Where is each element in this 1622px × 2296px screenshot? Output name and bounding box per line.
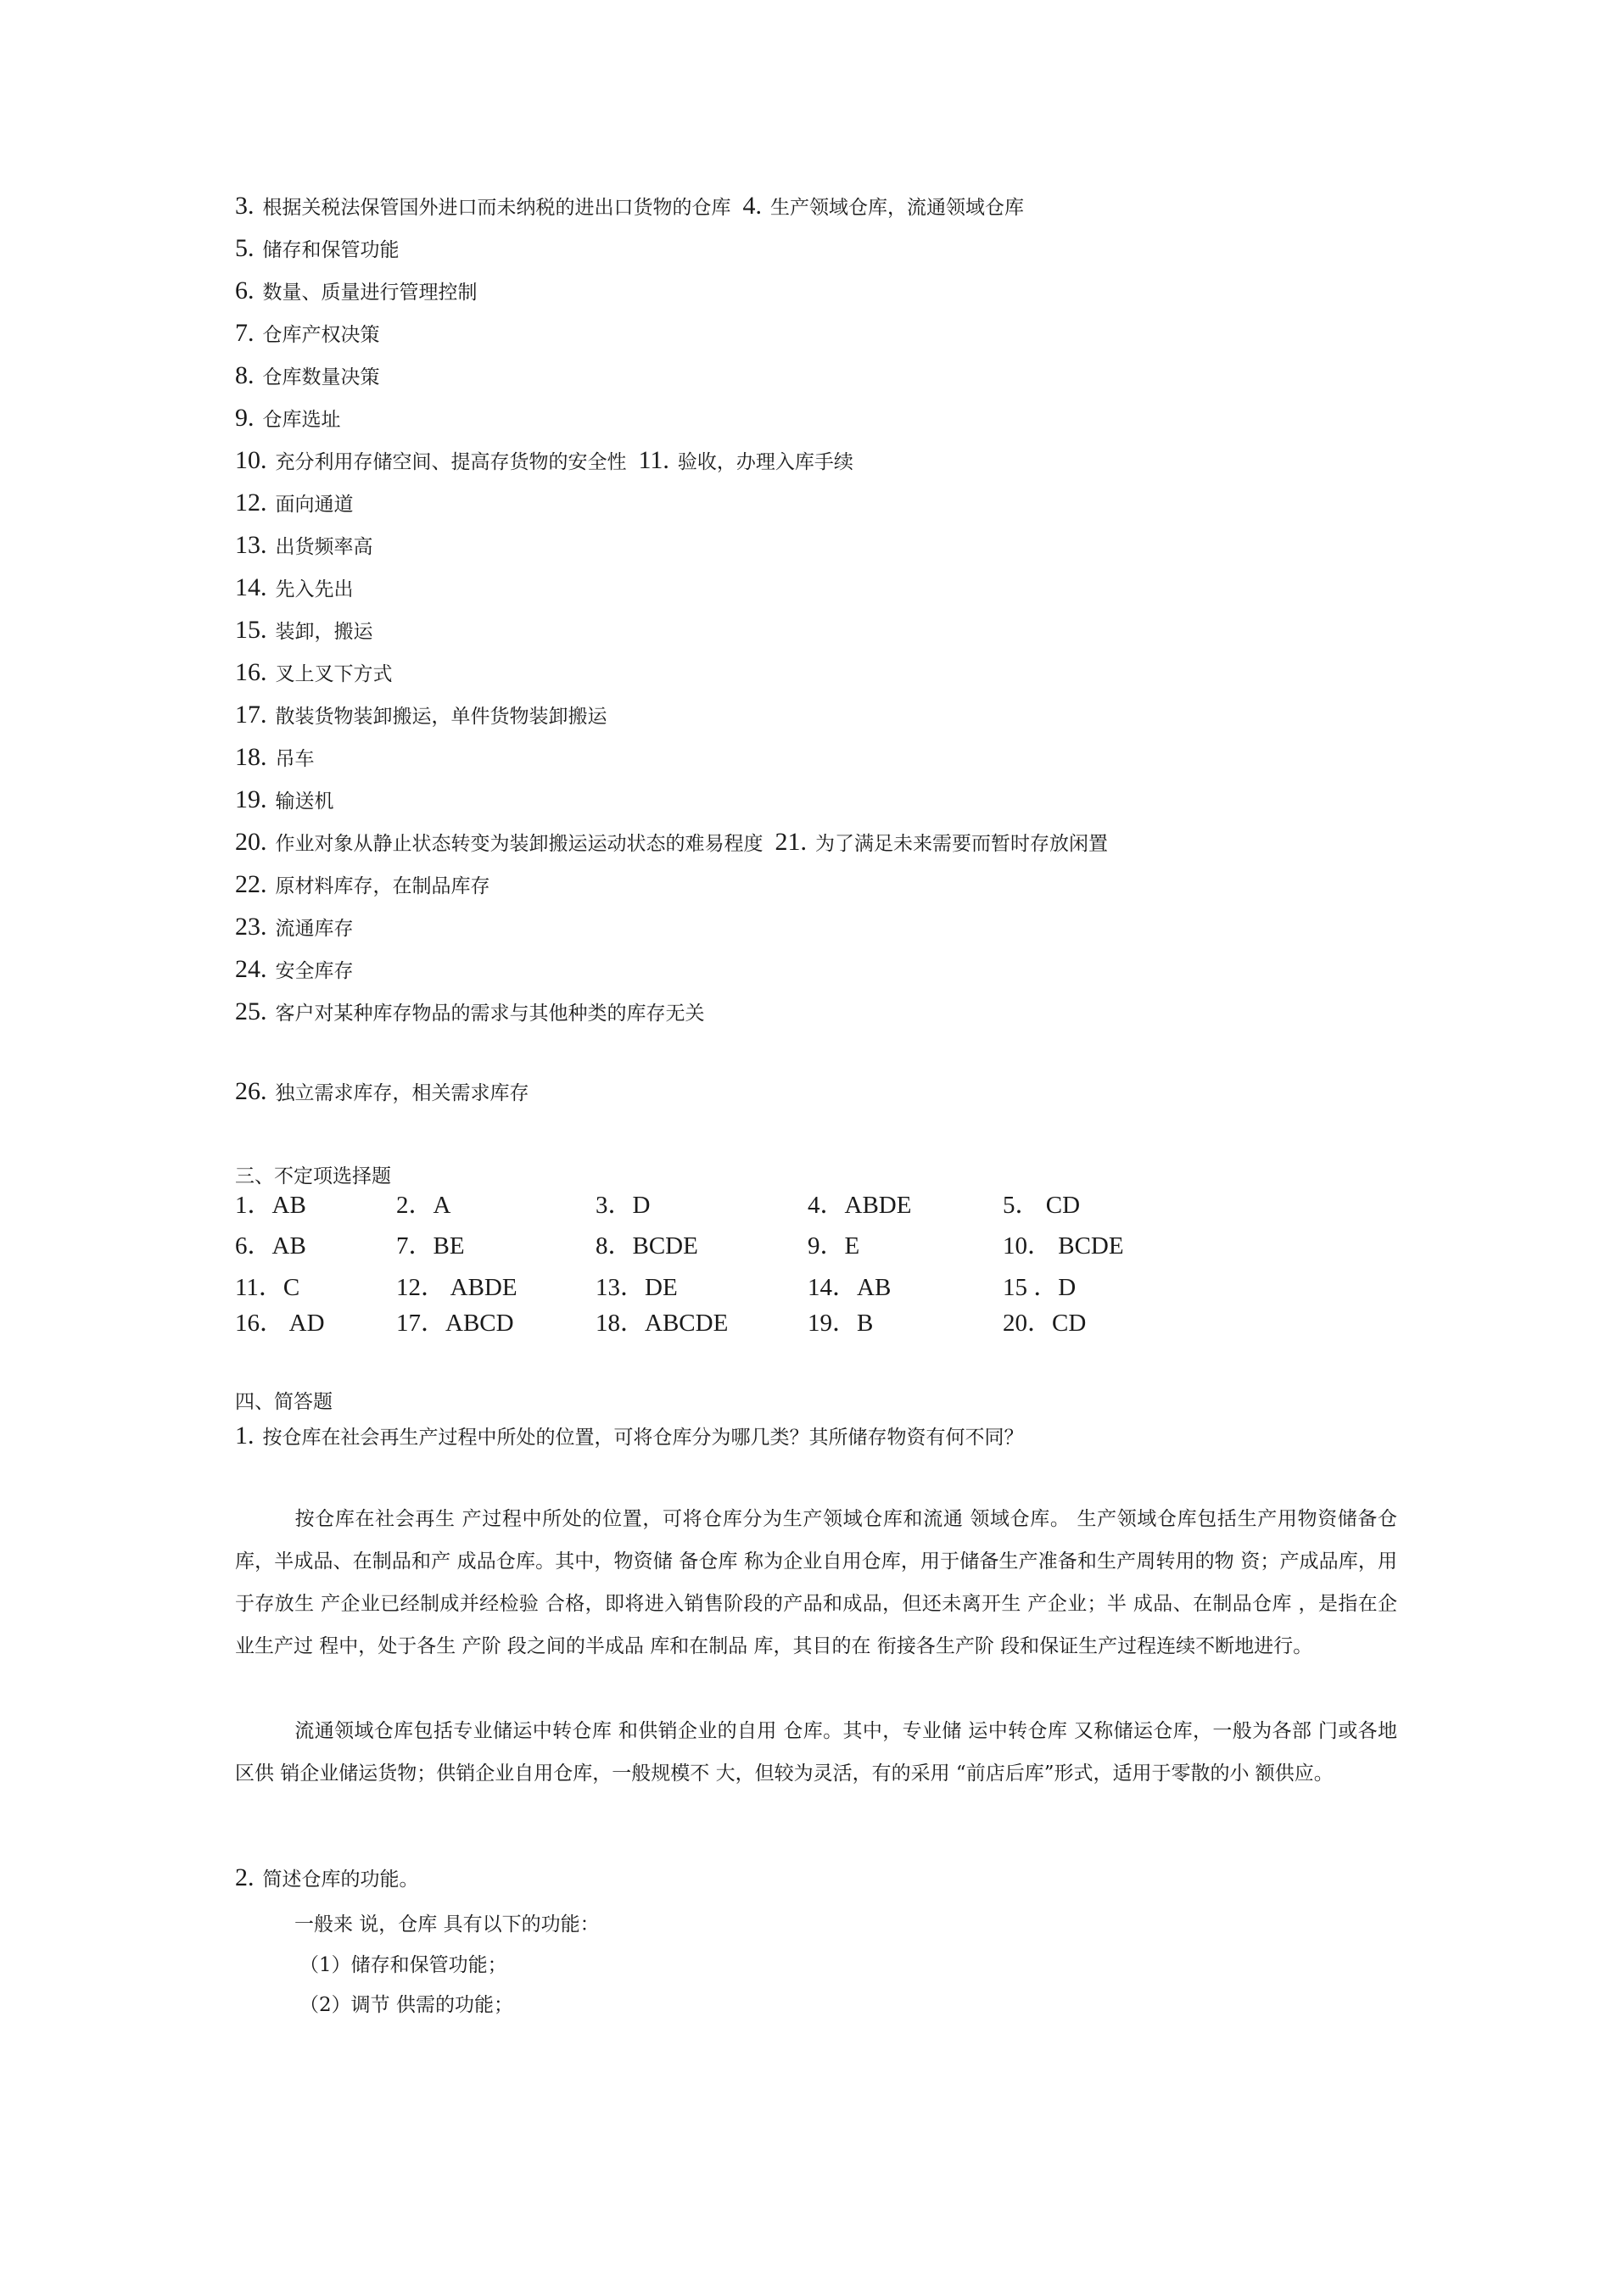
answer-number: 19. — [235, 785, 267, 813]
choice-answer: 8．BCDE — [596, 1232, 698, 1260]
answer-6-line — [235, 278, 478, 305]
answer-number: 22. — [235, 870, 267, 898]
choice-answer: 1．AB — [235, 1192, 306, 1219]
item-text: 储存和保管功能； — [350, 1954, 507, 1976]
answer-text: 为了满足未来需要而暂时存放闲置 — [815, 833, 1108, 855]
answer-number: 14. — [235, 573, 267, 601]
answer-text: 装卸，搬运 — [275, 621, 373, 643]
question-number: 1. — [235, 1422, 254, 1450]
answer-text: 先入先出 — [275, 578, 354, 601]
answer-19-line — [235, 787, 334, 814]
question-text: 简述仓库的功能。 — [262, 1869, 419, 1891]
answer-text: 客户对某种库存物品的需求与其他种类的库存无关 — [275, 1003, 705, 1025]
choice-row — [235, 1186, 1423, 1219]
answer-number: 16. — [235, 658, 267, 686]
answer-text: 原材料库存，在制品库存 — [275, 875, 490, 897]
choice-answer: 2．A — [396, 1192, 451, 1219]
answer-number: 17. — [235, 701, 267, 729]
answer-number: 21. — [775, 828, 807, 856]
choice-answer: 7．BE — [396, 1232, 465, 1260]
answer-number: 25. — [235, 997, 267, 1025]
answer-9-line — [235, 405, 341, 433]
answer-7-line — [235, 321, 380, 348]
answer-15-line — [235, 617, 373, 645]
answer-20-21-line — [235, 830, 1108, 857]
choice-answer: 3．D — [596, 1192, 651, 1219]
answer-3-4-line — [235, 193, 1024, 221]
question-number: 2. — [235, 1863, 254, 1891]
answer-1-paragraph-2 — [235, 1710, 1397, 1795]
answer-2-intro: 一般来 说，仓库 具有以下的功能： — [294, 1913, 600, 1936]
choice-answer: 18．ABCDE — [596, 1310, 729, 1337]
choice-answer: 15 ．D — [1003, 1274, 1077, 1301]
answer-number: 3. — [235, 192, 254, 220]
answer-text: 出货频率高 — [275, 536, 373, 558]
answer-number: 13. — [235, 531, 267, 559]
answer-text: 吊车 — [275, 748, 315, 770]
answer-number: 6. — [235, 277, 254, 304]
answer-25-line — [235, 999, 705, 1026]
answer-text: 安全库存 — [275, 960, 354, 982]
choice-answer: 19．B — [808, 1310, 874, 1337]
section-4-title: 四、简答题 — [235, 1391, 333, 1413]
answer-text: 生产领域仓库，流通领域仓库 — [770, 197, 1024, 219]
answer-text: 作业对象从静止状态转变为装卸搬运运动状态的难易程度 — [275, 833, 763, 855]
choice-answer: 11．C — [235, 1274, 300, 1301]
choice-answer: 5． CD — [1003, 1192, 1081, 1219]
answer-26-line — [235, 1079, 529, 1106]
answer-number: 8. — [235, 361, 254, 389]
answer-17-line — [235, 702, 607, 729]
paragraph-text: 流通领域仓库包括专业储运中转仓库 和供销企业的自用 仓库。其中，专业储 运中转仓库 又称储运仓库，一般为各部 门或各地区供 销企业储运货物；供销企业自用仓库，一般规模不 大，但较为灵活，有的采用 “前店后库”形式，适用于零散的小 额供应。 — [235, 1720, 1397, 1785]
answer-text: 仓库产权决策 — [262, 324, 380, 346]
question-2 — [235, 1865, 419, 1892]
choice-row — [235, 1304, 1423, 1337]
answer-number: 18. — [235, 743, 267, 771]
answer-number: 11. — [638, 446, 669, 474]
section-3-title: 三、不定项选择题 — [235, 1165, 391, 1187]
choice-answer: 9．E — [808, 1232, 860, 1260]
answer-8-line — [235, 363, 380, 390]
answer-text: 面向通道 — [275, 494, 354, 516]
answer-10-11-line — [235, 448, 853, 475]
choice-answer: 17．ABCD — [396, 1310, 514, 1337]
answer-22-line — [235, 872, 490, 899]
paragraph-text: 按仓库在社会再生 产过程中所处的位置，可将仓库分为生产领域仓库和流通 领域仓库。 生产领域仓库包括生产用物资储备仓库，半成品、在制品和产 成品仓库。其中，物资储 备仓库 称为企业自用仓库，用于储备生产准备和生产周转用的物 资；产成品库，用于存放生 产企业已经制成并经检验 合格，即将进入销售阶段的产品和成品，但还未离开生 产企业；半 成品、在制品仓库 ，是指在企 业生产过 程中，处于各生 产阶 段之间的半成品 库和在制品 库，其目的在 衔接各生产阶 段和保证生产过程连续不断地进行。 — [235, 1508, 1397, 1657]
answer-text: 数量、质量进行管理控制 — [262, 282, 478, 304]
answer-number: 20. — [235, 828, 267, 856]
answer-18-line — [235, 745, 315, 772]
choice-answer: 4．ABDE — [808, 1192, 912, 1219]
answer-12-line — [235, 490, 354, 517]
answer-number: 15. — [235, 616, 267, 644]
answer-24-line — [235, 957, 354, 984]
answer-23-line — [235, 914, 354, 941]
answer-number: 10. — [235, 446, 267, 474]
choice-answer: 20．CD — [1003, 1310, 1087, 1337]
answer-1-paragraph-1 — [235, 1498, 1397, 1668]
answer-text: 验收，办理入库手续 — [677, 451, 853, 473]
answer-16-line — [235, 660, 393, 687]
item-number: （2） — [299, 1994, 351, 2016]
answer-text: 流通库存 — [275, 918, 354, 940]
answer-text: 根据关税法保管国外进口而未纳税的进出口货物的仓库 — [262, 197, 731, 219]
answer-text: 散装货物装卸搬运，单件货物装卸搬运 — [275, 706, 607, 728]
answer-number: 7. — [235, 319, 254, 347]
answer-text: 仓库数量决策 — [262, 366, 380, 388]
answer-number: 24. — [235, 955, 267, 983]
answer-text: 充分利用存储空间、提高存货物的安全性 — [275, 451, 627, 473]
answer-13-line — [235, 533, 373, 560]
answer-number: 5. — [235, 234, 254, 262]
answer-number: 23. — [235, 913, 267, 941]
choice-answer: 16． AD — [235, 1310, 325, 1337]
answer-number: 26. — [235, 1077, 267, 1105]
answer-text: 独立需求库存，相关需求库存 — [275, 1082, 529, 1104]
answer-text: 输送机 — [275, 790, 334, 813]
item-number: （1） — [299, 1954, 351, 1976]
answer-text: 叉上叉下方式 — [275, 663, 393, 685]
answer-5-line — [235, 236, 400, 263]
choice-answer: 12． ABDE — [396, 1274, 517, 1301]
answer-number: 9. — [235, 404, 254, 432]
answer-text: 仓库选址 — [262, 409, 341, 431]
question-text: 按仓库在社会再生产过程中所处的位置，可将仓库分为哪几类？其所储存物资有何不同？ — [262, 1427, 1024, 1449]
answer-number: 4. — [742, 192, 762, 220]
choice-answer: 10． BCDE — [1003, 1232, 1124, 1260]
answer-14-line — [235, 575, 354, 602]
question-1 — [235, 1423, 1024, 1450]
item-text: 调节 供需的功能； — [350, 1994, 513, 2016]
choice-answer: 6．AB — [235, 1232, 306, 1260]
choice-answer: 14．AB — [808, 1274, 892, 1301]
choice-row — [235, 1268, 1423, 1301]
choice-answer: 13．DE — [596, 1274, 678, 1301]
function-item — [299, 1989, 513, 2017]
answer-text: 储存和保管功能 — [262, 239, 400, 261]
answer-number: 12. — [235, 489, 267, 517]
function-item — [299, 1949, 507, 1977]
choice-row — [235, 1226, 1423, 1260]
